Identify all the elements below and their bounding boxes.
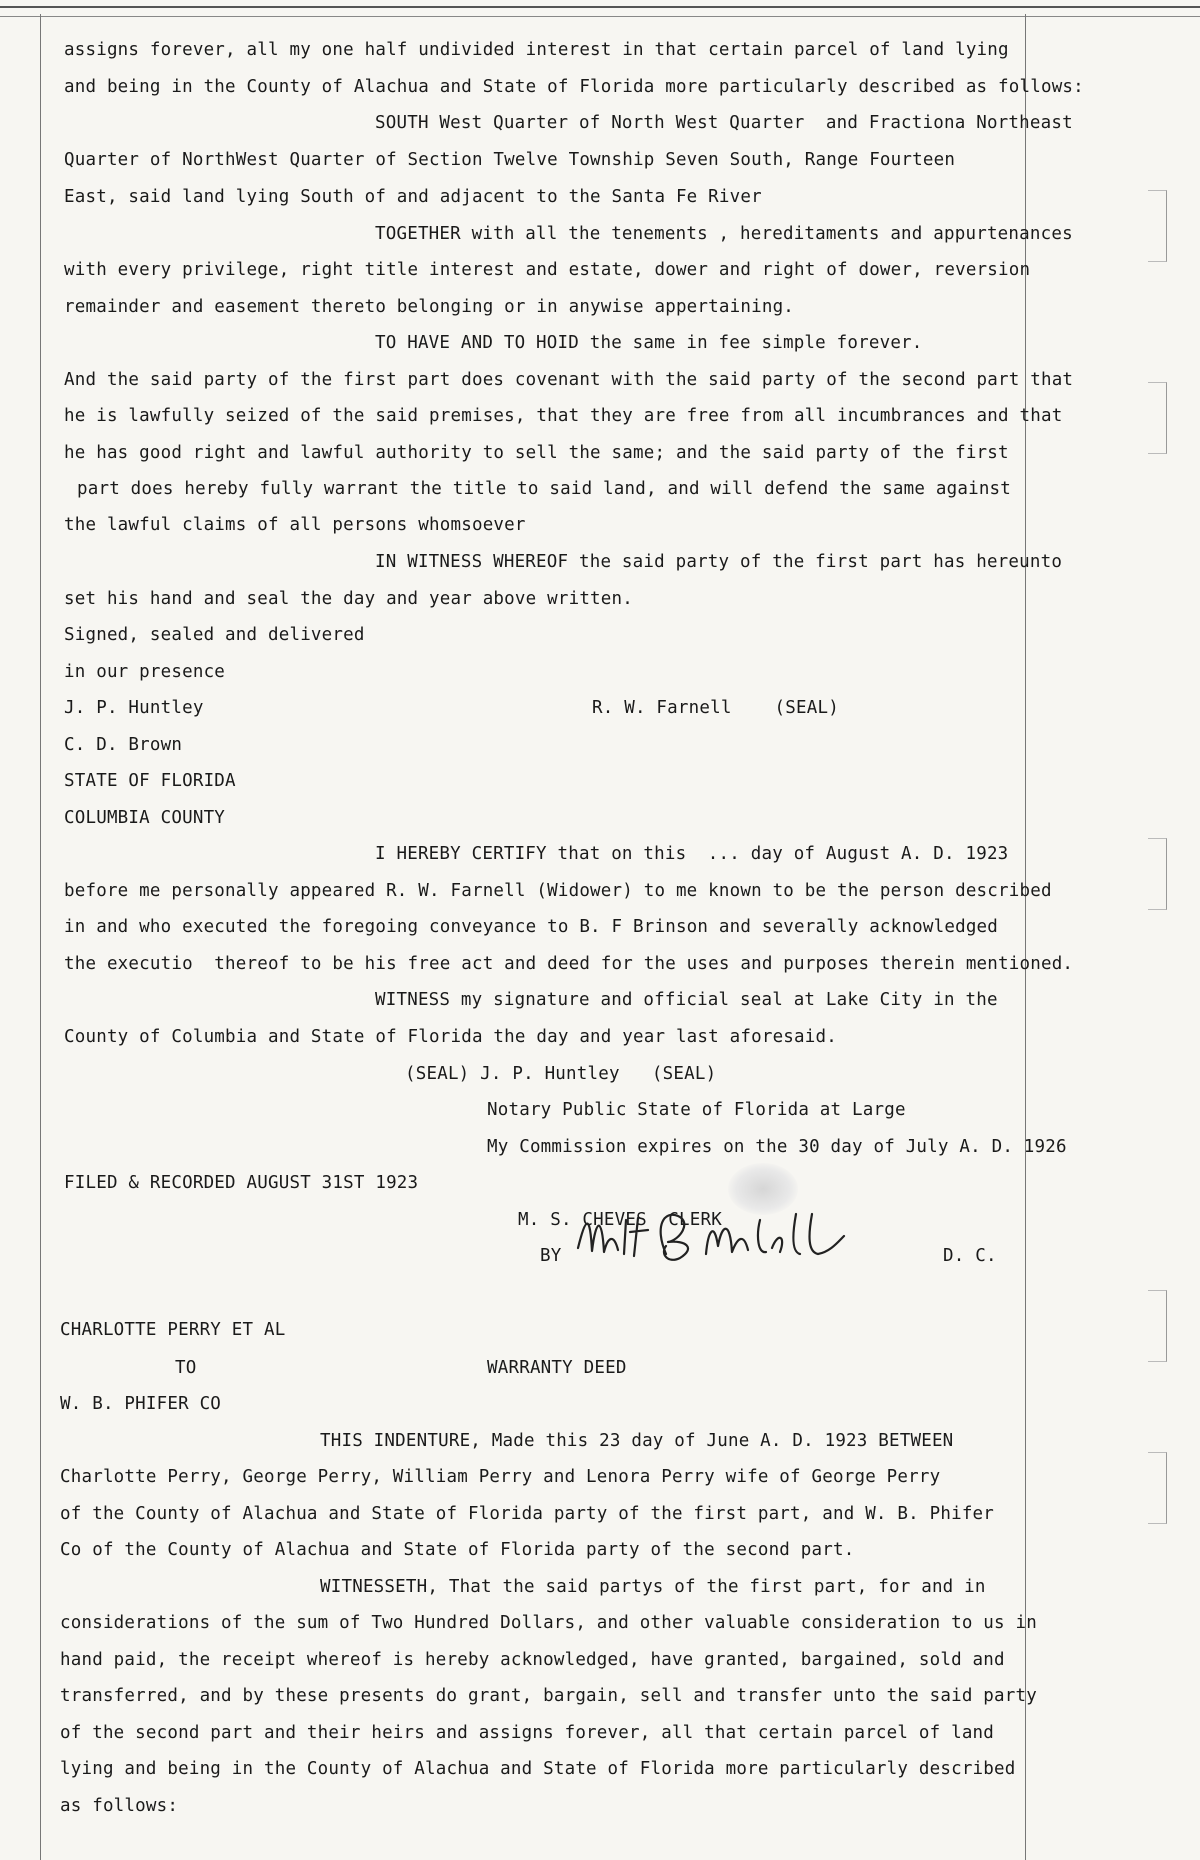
- certificate-line: before me personally appeared R. W. Farnell (Widower) to me known to be the person described: [64, 881, 1052, 901]
- property-description: SOUTH West Quarter of North West Quarter and Fractiona Northeast: [375, 113, 1073, 133]
- certificate-line: in and who executed the foregoing conveyance to B. F Brinson and severally acknowledged: [64, 917, 999, 937]
- certificate-line: County of Columbia and State of Florida the day and year last aforesaid.: [64, 1027, 837, 1047]
- certificate-line: the executio thereof to be his free act and deed for the uses and purposes therein mentioned.: [64, 954, 1074, 974]
- deed-title: WARRANTY DEED: [487, 1358, 627, 1378]
- deed-party-caption: TO: [175, 1358, 197, 1378]
- deed-text-line: and being in the County of Alachua and State of Florida more particularly described as follows:: [64, 77, 1084, 97]
- grantor-signature: R. W. Farnell (SEAL): [592, 698, 839, 718]
- margin-bracket: [1148, 382, 1167, 454]
- witnesseth-line: of the second part and their heirs and assigns forever, all that certain parcel of land: [60, 1723, 995, 1743]
- notary-signature: (SEAL) J. P. Huntley (SEAL): [405, 1064, 717, 1084]
- attestation-line: Signed, sealed and delivered: [64, 625, 365, 645]
- right-margin-line: [1025, 14, 1026, 1860]
- deed-party-caption: CHARLOTTE PERRY ET AL: [60, 1320, 286, 1340]
- notary-title: Notary Public State of Florida at Large: [487, 1100, 906, 1120]
- deed-text-line: part does hereby fully warrant the title to said land, and will defend the same against: [77, 479, 1012, 499]
- by-label: BY: [540, 1246, 562, 1266]
- deed-text-line: he has good right and lawful authority to sell the same; and the said party of the first: [64, 443, 1009, 463]
- deed-text-line: assigns forever, all my one half undivided interest in that certain parcel of land lying: [64, 40, 1009, 60]
- deed-text-line: with every privilege, right title interest and estate, dower and right of dower, reversion: [64, 260, 1031, 280]
- witnesseth-line: considerations of the sum of Two Hundred Dollars, and other valuable consideration to us in: [60, 1613, 1037, 1633]
- deed-text-line: he is lawfully seized of the said premises, that they are free from all incumbrances and that: [64, 406, 1063, 426]
- margin-bracket: [1148, 838, 1167, 910]
- certificate-line: I HEREBY CERTIFY that on this ... day of August A. D. 1923: [375, 844, 1009, 864]
- filed-recorded: FILED & RECORDED AUGUST 31ST 1923: [64, 1173, 419, 1193]
- page-top-rule: [0, 6, 1200, 17]
- deed-text-line: TOGETHER with all the tenements , hereditaments and appurtenances: [375, 224, 1073, 244]
- deputy-clerk-label: D. C.: [943, 1246, 997, 1266]
- witnesseth-line: transferred, and by these presents do grant, bargain, sell and transfer unto the said party: [60, 1686, 1037, 1706]
- witnesseth-line: as follows:: [60, 1796, 179, 1816]
- venue-state: STATE OF FLORIDA: [64, 771, 236, 791]
- margin-bracket: [1148, 1290, 1167, 1362]
- handwritten-clerk-signature: [568, 1196, 868, 1276]
- deed-party-caption: W. B. PHIFER CO: [60, 1394, 222, 1414]
- witness-name: J. P. Huntley: [64, 698, 204, 718]
- property-description: Quarter of NorthWest Quarter of Section Twelve Township Seven South, Range Fourteen: [64, 150, 956, 170]
- testimonium-clause: IN WITNESS WHEREOF the said party of the first part has hereunto: [375, 552, 1063, 572]
- witnesseth-line: hand paid, the receipt whereof is hereby acknowledged, have granted, bargained, sold and: [60, 1650, 1005, 1670]
- indenture-line: Charlotte Perry, George Perry, William Perry and Lenora Perry wife of George Perry: [60, 1467, 941, 1487]
- indenture-line: of the County of Alachua and State of Florida party of the first part, and W. B. Phifer: [60, 1504, 995, 1524]
- deed-text-line: And the said party of the first part does covenant with the said party of the second part that: [64, 370, 1074, 390]
- indenture-line: Co of the County of Alachua and State of Florida party of the second part.: [60, 1540, 855, 1560]
- deed-text-line: the lawful claims of all persons whomsoever: [64, 515, 526, 535]
- property-description: East, said land lying South of and adjacent to the Santa Fe River: [64, 187, 762, 207]
- deed-text-line: remainder and easement thereto belonging or in anywise appertaining.: [64, 297, 795, 317]
- venue-county: COLUMBIA COUNTY: [64, 808, 226, 828]
- margin-bracket: [1148, 1452, 1167, 1524]
- attestation-line: in our presence: [64, 662, 226, 682]
- witness-name: C. D. Brown: [64, 735, 183, 755]
- margin-bracket: [1148, 190, 1167, 262]
- indenture-line: THIS INDENTURE, Made this 23 day of June A. D. 1923 BETWEEN: [320, 1431, 954, 1451]
- deed-text-line: set his hand and seal the day and year above written.: [64, 589, 634, 609]
- left-margin-line: [40, 14, 41, 1860]
- certificate-line: WITNESS my signature and official seal at Lake City in the: [375, 990, 998, 1010]
- commission-expiry: My Commission expires on the 30 day of July A. D. 1926: [487, 1137, 1067, 1157]
- witnesseth-line: lying and being in the County of Alachua and State of Florida more particularly described: [60, 1759, 1016, 1779]
- witnesseth-line: WITNESSETH, That the said partys of the first part, for and in: [320, 1577, 986, 1597]
- clerk-name: M. S. CHEVES CLERK: [518, 1210, 722, 1230]
- habendum-clause: TO HAVE AND TO HOID the same in fee simple forever.: [375, 333, 923, 353]
